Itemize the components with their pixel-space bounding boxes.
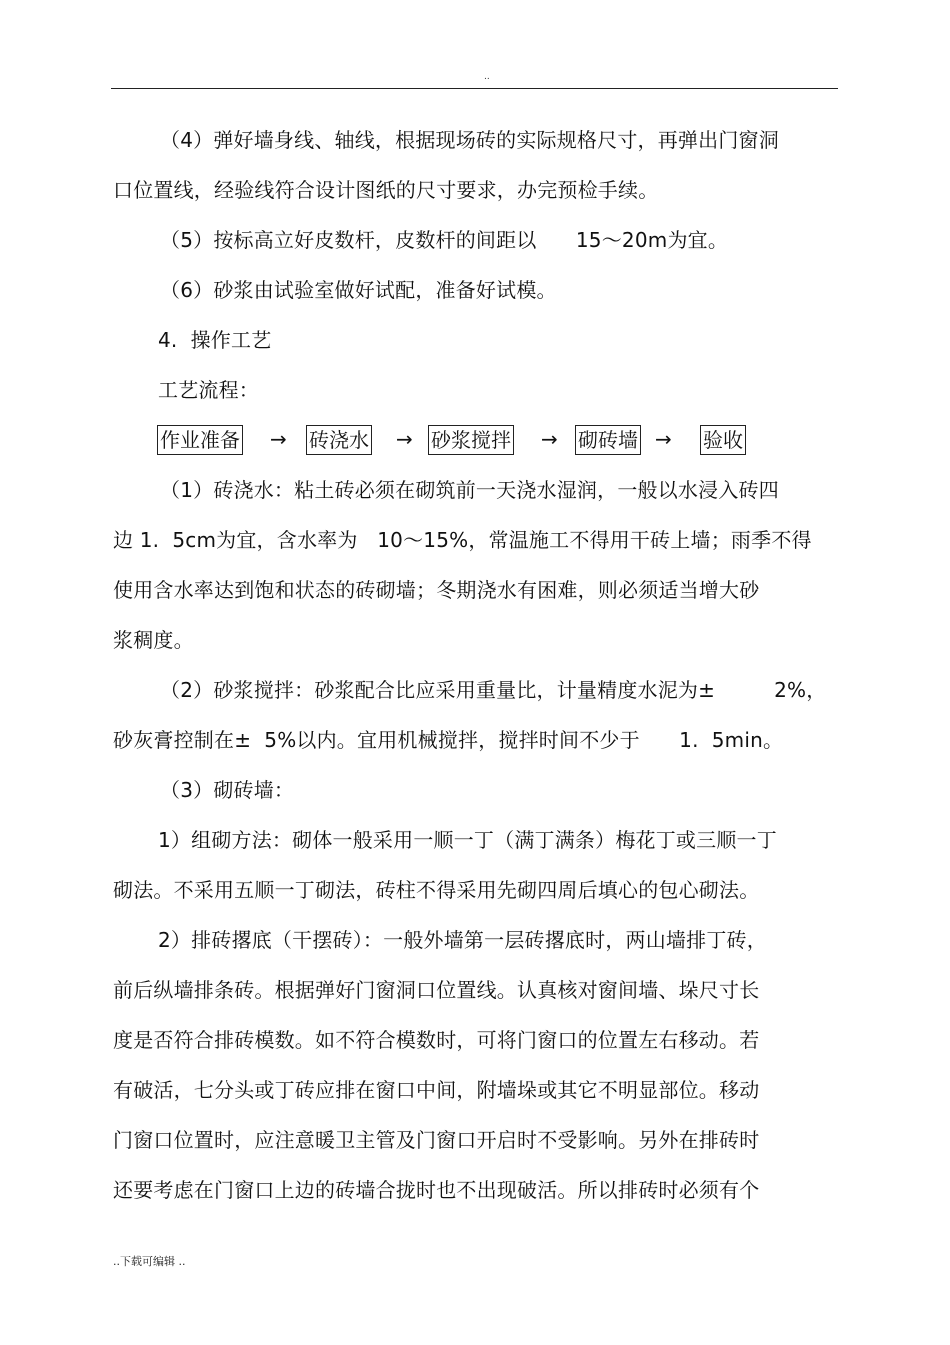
paragraph-line: （6）砂浆由试验室做好试配，准备好试模。 [160, 278, 557, 302]
flow-step-box: 验收 [700, 425, 746, 455]
section-heading: 4. 操作工艺 [158, 328, 272, 352]
paragraph-line: （4）弹好墙身线、轴线，根据现场砖的实际规格尺寸，再弹出门窗洞 [160, 128, 779, 152]
arrow-icon: → [396, 427, 413, 451]
paragraph-line: 砌法。不采用五顺一丁砌法，砖柱不得采用先砌四周后填心的包心砌法。 [113, 878, 760, 902]
paragraph-line: （1）砖浇水：粘土砖必须在砌筑前一天浇水湿润，一般以水浸入砖四 [160, 478, 779, 502]
paragraph-line: 还要考虑在门窗口上边的砖墙合拢时也不出现破活。所以排砖时必须有个 [113, 1178, 760, 1202]
paragraph-line: 度是否符合排砖模数。如不符合模数时，可将门窗口的位置左右移动。若 [113, 1028, 760, 1052]
arrow-icon: → [541, 427, 558, 451]
flow-step-box: 砖浇水 [306, 425, 372, 455]
paragraph-line: （2）砂浆搅拌：砂浆配合比应采用重量比，计量精度水泥为± 2%， [160, 678, 827, 702]
paragraph-line: 工艺流程： [158, 378, 259, 402]
arrow-icon: → [270, 427, 287, 451]
header-dots: .. [484, 72, 490, 82]
paragraph-line: （3）砌砖墙： [160, 778, 295, 802]
paragraph-line: 前后纵墙排条砖。根据弹好门窗洞口位置线。认真核对窗间墙、垛尺寸长 [113, 978, 760, 1002]
arrow-icon: → [655, 427, 672, 451]
paragraph-line: （5）按标高立好皮数杆，皮数杆的间距以 15～20m为宜。 [160, 228, 729, 252]
header-rule [111, 88, 838, 89]
paragraph-line: 2）排砖撂底（干摆砖）：一般外墙第一层砖撂底时，两山墙排丁砖， [158, 928, 767, 952]
paragraph-line: 边 1. 5cm为宜，含水率为 10～15%，常温施工不得用干砖上墙；雨季不得 [113, 528, 812, 552]
flow-step-box: 砌砖墙 [575, 425, 641, 455]
flow-step-box: 作业准备 [157, 425, 243, 455]
paragraph-line: 门窗口位置时，应注意暖卫主管及门窗口开启时不受影响。另外在排砖时 [113, 1128, 760, 1152]
flow-step-box: 砂浆搅拌 [428, 425, 514, 455]
paragraph-line: 使用含水率达到饱和状态的砖砌墙；冬期浇水有困难，则必须适当增大砂 [113, 578, 760, 602]
process-flow [157, 425, 797, 455]
paragraph-line: 口位置线，经验线符合设计图纸的尺寸要求，办完预检手续。 [113, 178, 659, 202]
paragraph-line: 1）组砌方法：砌体一般采用一顺一丁（满丁满条）梅花丁或三顺一丁 [158, 828, 777, 852]
paragraph-line: 浆稠度。 [113, 628, 194, 652]
paragraph-line: 砂灰膏控制在± 5%以内。宜用机械搅拌，搅拌时间不少于 1. 5min。 [113, 728, 784, 752]
paragraph-line: 有破活，七分头或丁砖应排在窗口中间，附墙垛或其它不明显部位。移动 [113, 1078, 760, 1102]
page-footer: ..下载可编辑 .. [113, 1255, 186, 1268]
